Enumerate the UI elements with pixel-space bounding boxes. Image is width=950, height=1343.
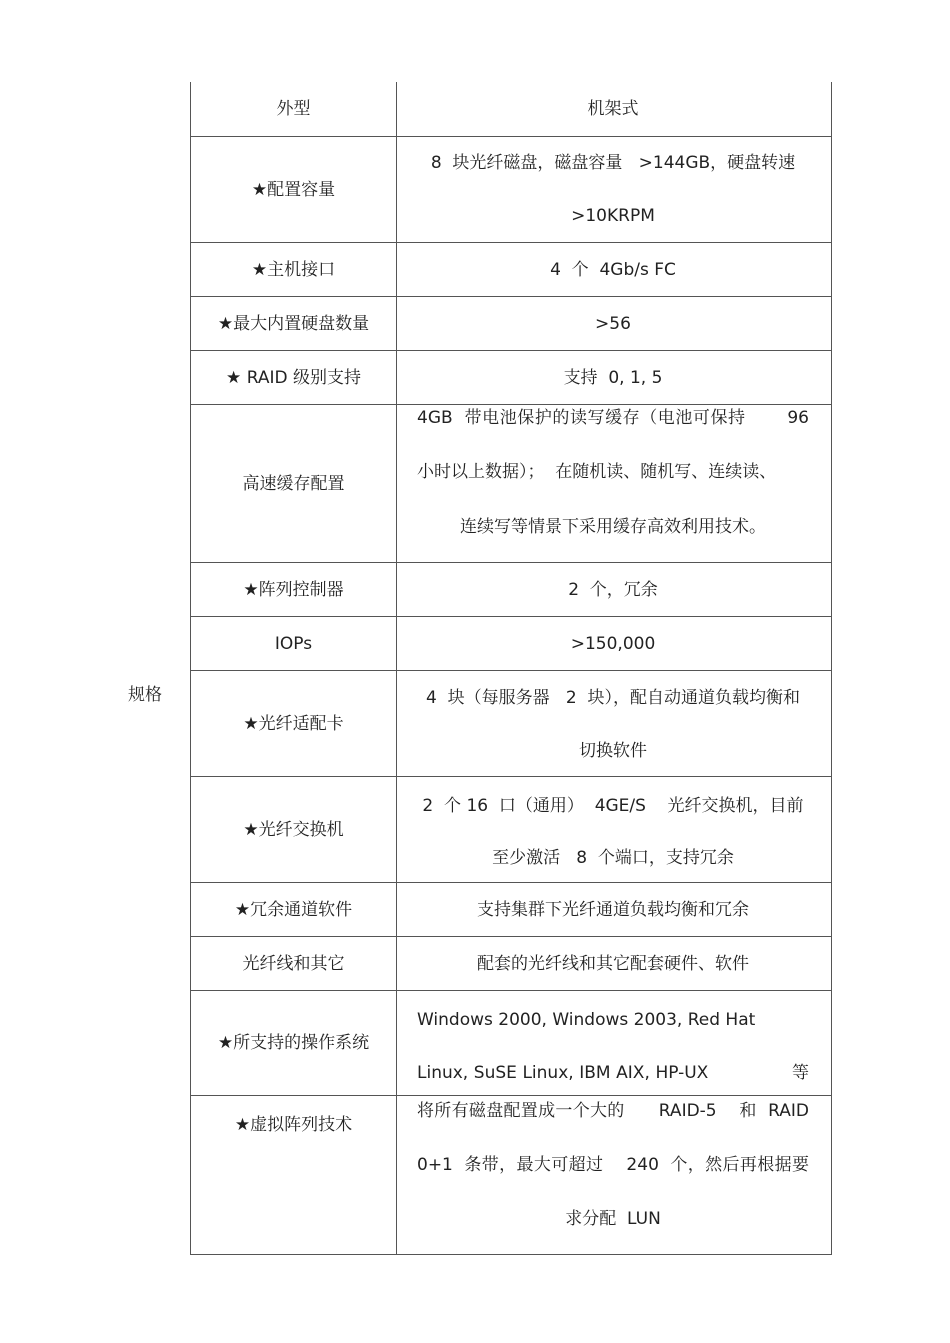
value-line: 2 个 16 口（通用） 4GE/S 光纤交换机，目前 — [422, 796, 804, 816]
value-line: 0+1 条带，最大可超过 240 个，然后再根据要 — [417, 1155, 809, 1175]
row-key: 外型 — [190, 82, 397, 136]
table-row — [190, 351, 832, 405]
value-line: Windows 2000, Windows 2003, Red Hat — [417, 1010, 756, 1030]
table-row — [190, 937, 832, 991]
value-line: >10KRPM — [571, 206, 655, 226]
spec-table — [190, 82, 832, 1255]
table-row — [190, 777, 832, 883]
value-line: >56 — [595, 313, 631, 334]
value-line: 4GB 带电池保护的读写缓存（电池可保持 96 — [417, 408, 809, 428]
value-line: 4 个 4Gb/s FC — [550, 259, 676, 280]
row-value — [397, 991, 832, 1095]
row-value — [397, 297, 832, 350]
row-value — [397, 617, 832, 670]
value-line: 求分配 LUN — [565, 1209, 661, 1229]
row-value — [397, 883, 832, 936]
row-value — [397, 351, 832, 404]
value-line: Linux, SuSE Linux, IBM AIX, HP-UX 等 — [417, 1063, 809, 1083]
table-row — [190, 563, 832, 617]
table-row — [190, 1096, 832, 1255]
row-value — [397, 563, 832, 616]
row-key: ★ RAID 级别支持 — [190, 351, 397, 404]
table-row — [190, 243, 832, 297]
row-value — [397, 1096, 832, 1254]
value-line: 2 个，冗余 — [568, 579, 658, 600]
row-key: ★阵列控制器 — [190, 563, 397, 616]
row-key: 高速缓存配置 — [190, 405, 397, 562]
value-line: 支持集群下光纤通道负载均衡和冗余 — [477, 899, 749, 920]
row-key: 光纤线和其它 — [190, 937, 397, 990]
table-row — [190, 617, 832, 671]
value-line: 将所有磁盘配置成一个大的 RAID-5 和 RAID — [417, 1101, 809, 1121]
value-line: 8 块光纤磁盘，磁盘容量 >144GB，硬盘转速 — [430, 153, 796, 173]
value-line: 配套的光纤线和其它配套硬件、软件 — [477, 953, 749, 974]
value-line: 至少激活 8 个端口，支持冗余 — [492, 848, 734, 868]
row-key: ★虚拟阵列技术 — [190, 1096, 397, 1254]
table-row — [190, 883, 832, 937]
row-value — [397, 82, 832, 136]
table-row — [190, 991, 832, 1096]
value-line: 机架式 — [587, 99, 639, 119]
row-value — [397, 243, 832, 296]
row-key: ★主机接口 — [190, 243, 397, 296]
row-value — [397, 671, 832, 776]
table-row — [190, 671, 832, 777]
row-value — [397, 137, 832, 242]
row-key: IOPs — [190, 617, 397, 670]
row-key: ★冗余通道软件 — [190, 883, 397, 936]
value-line: >150,000 — [570, 633, 656, 654]
value-line: 切换软件 — [579, 741, 647, 761]
value-line: 支持 0, 1, 5 — [563, 367, 663, 388]
row-key: ★光纤适配卡 — [190, 671, 397, 776]
row-key: ★光纤交换机 — [190, 777, 397, 882]
row-key: ★最大内置硬盘数量 — [190, 297, 397, 350]
table-row — [190, 137, 832, 243]
row-value — [397, 777, 832, 882]
row-key: ★配置容量 — [190, 137, 397, 242]
table-row — [190, 82, 832, 137]
row-value — [397, 937, 832, 990]
value-line: 连续写等情景下采用缓存高效利用技术。 — [460, 517, 766, 537]
row-key: ★所支持的操作系统 — [190, 991, 397, 1095]
value-line: 小时以上数据）； 在随机读、随机写、连续读、 — [417, 462, 777, 482]
section-label-spec: 规格 — [128, 685, 162, 705]
table-row — [190, 297, 832, 351]
table-row — [190, 405, 832, 563]
row-value — [397, 405, 832, 562]
value-line: 4 块（每服务器 2 块），配自动通道负载均衡和 — [426, 688, 800, 708]
